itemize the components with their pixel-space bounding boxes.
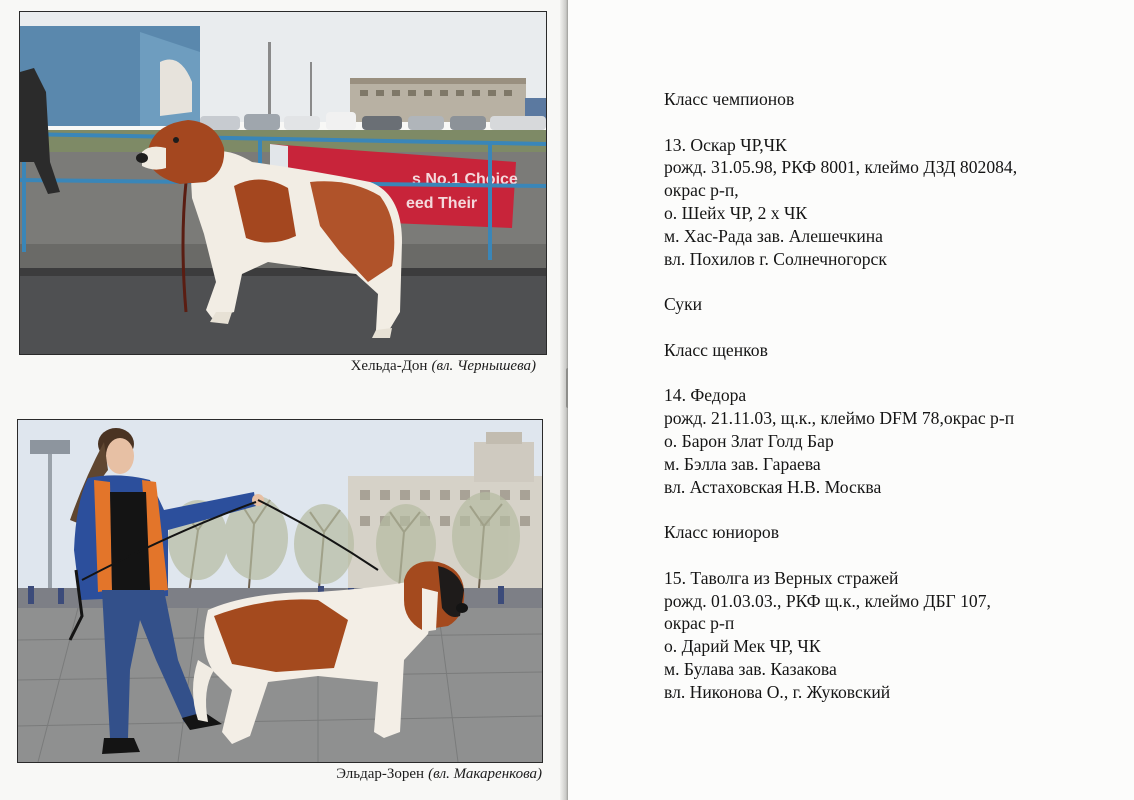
left-page [0, 0, 566, 800]
photo-caption [336, 766, 542, 783]
entry-line: вл. Астаховская Н.В. Москва [664, 476, 882, 497]
entry-line: о. Шейх ЧР, 2 х ЧК [664, 202, 808, 223]
class-heading: Класс юниоров [664, 522, 780, 543]
class-heading: Класс щенков [664, 339, 768, 360]
entry-line: рожд. 21.11.03, щ.к., клеймо DFM 78,окрас р-п [664, 408, 1015, 429]
entry-line: о. Барон Злат Голд Бар [664, 430, 834, 451]
section-heading: Суки [664, 294, 703, 315]
line-spacer [664, 270, 1114, 293]
class-heading: Класс чемпионов [664, 89, 795, 109]
entry-line: рожд. 31.05.98, РКФ 8001, клеймо ДЗД 802084, [664, 157, 1018, 178]
entry-line: рожд. 01.03.03., РКФ щ.к., клеймо ДБГ 107, [664, 590, 991, 611]
dog-name: Эльдар-Зорен [336, 766, 425, 782]
line-spacer [664, 316, 1114, 339]
banner-text: eed Their [406, 195, 478, 212]
photo-eldar-zoren-image [18, 420, 542, 762]
entry-line: вл. Похилов г. Солнечногорск [664, 248, 887, 269]
dog-name: Хельда-Дон [350, 358, 428, 374]
catalog-entries [664, 88, 1114, 704]
entry-line: вл. Никонова О., г. Жуковский [664, 681, 891, 702]
entry-line: окрас р-п, [664, 180, 739, 201]
banner-text: s No.1 Choice [412, 171, 518, 188]
photo-caption [351, 358, 536, 375]
entry-title: 13. Оскар ЧР,ЧК [664, 134, 787, 155]
entry-title: 15. Таволга из Верных стражей [664, 567, 899, 588]
photo-helda-don-image [20, 12, 546, 354]
entry-line: м. Бэлла зав. Гараева [664, 453, 821, 474]
owner-name: (вл. Чернышева) [431, 358, 536, 374]
photo-eldar-zoren [18, 420, 542, 762]
entry-line: о. Дарий Мек ЧР, ЧК [664, 636, 821, 657]
entry-line: окрас р-п [664, 613, 735, 634]
line-spacer [664, 544, 1114, 567]
line-spacer [664, 111, 1114, 134]
entry-title: 14. Федора [664, 385, 747, 406]
entry-line: м. Булава зав. Казакова [664, 658, 837, 679]
owner-name: (вл. Макаренкова) [428, 766, 542, 782]
line-spacer [664, 498, 1114, 521]
photo-helda-don [20, 12, 546, 354]
line-spacer [664, 362, 1114, 385]
entry-line: м. Хас-Рада зав. Алешечкина [664, 225, 883, 246]
